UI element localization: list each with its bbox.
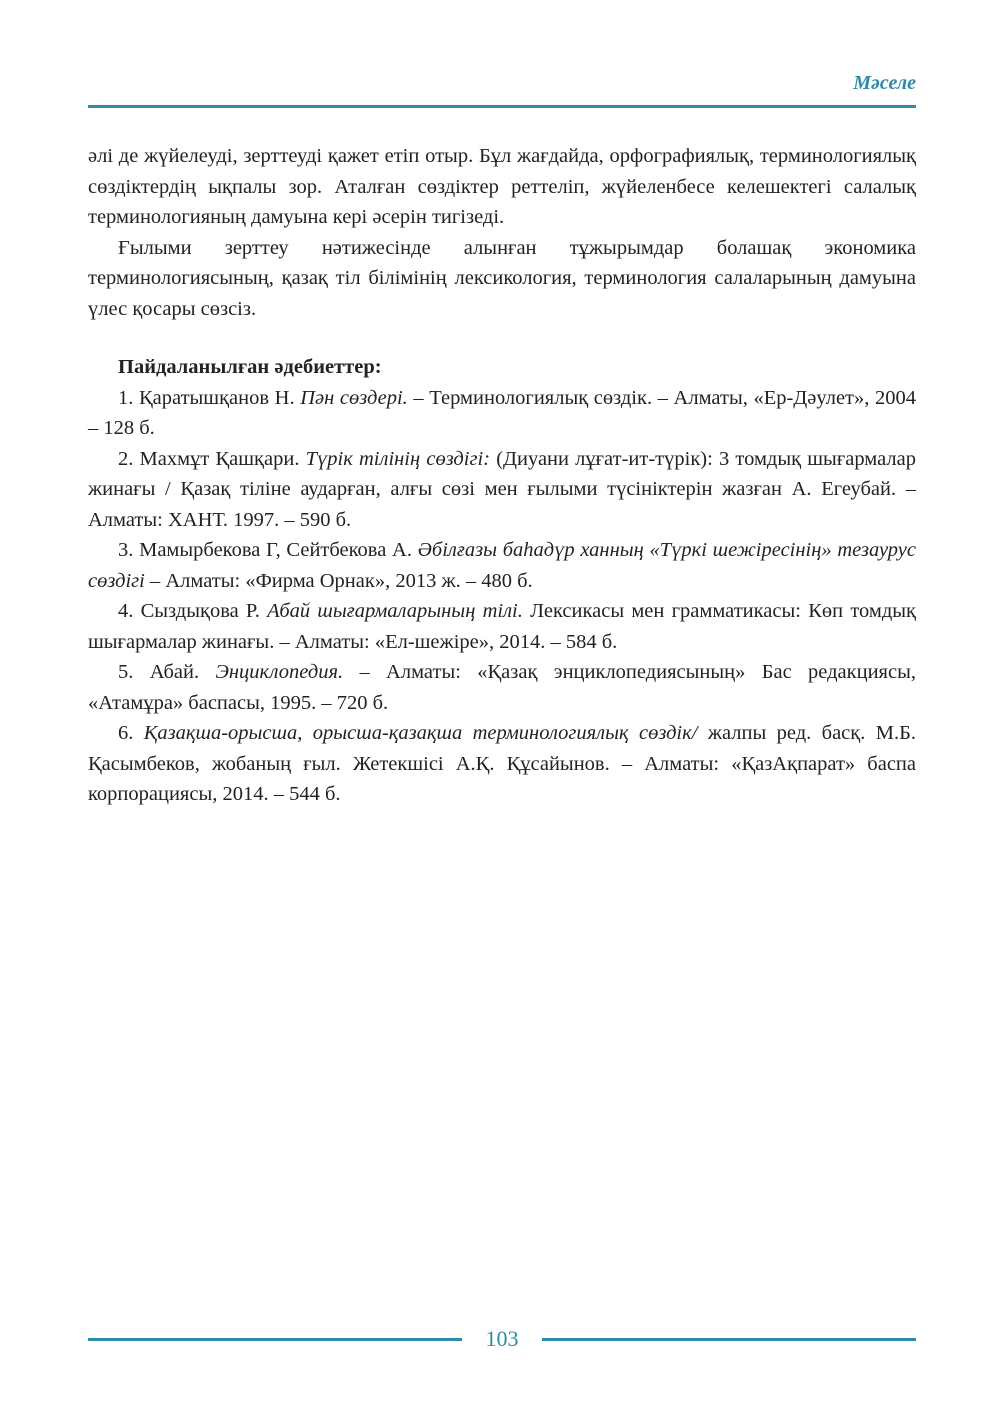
page-content (88, 141, 916, 810)
reference-lead: 6. (118, 722, 144, 744)
reference-lead: 2. Махмұт Қашқари. (118, 447, 306, 470)
reference-lead: 3. Мамырбекова Г, Сейтбекова А. (118, 539, 418, 561)
reference-item-6 (88, 718, 916, 810)
body-paragraph-continued: әлі де жүйелеуді, зерттеуді қажет етіп отыр. Бұл жағдайда, орфографиялық, терминологиялық сөздіктердің ықпалы зор. Аталған сөздіктер реттеліп, жүйеленбесе келешектегі салалық терминологияның дамуына кері әсерін тигізеді. (88, 145, 916, 228)
reference-details: – Алматы: «Қазақ энциклопедиясының» Бас редакциясы, «Атамұра» баспасы, 1995. – 720 б. (88, 661, 916, 714)
references-heading: Пайдаланылған әдебиеттер: (118, 356, 382, 378)
footer-divider-right (542, 1338, 916, 1341)
reference-details: (Диуани лұғат-ит-түрік): 3 томдық шығармалар жинағы / Қазақ тіліне аударған, алғы сөзі мен ғылыми түсініктерін жазған А. Егеубай. – Алматы: ХАНТ. 1997. – 590 б. (88, 447, 916, 531)
reference-title: Қазақша-орысша, орысша-қазақша терминологиялық сөздік/ (143, 722, 698, 744)
reference-title: Абай шығармаларының тілі. (267, 600, 523, 622)
header-divider (88, 105, 916, 108)
reference-details: – Терминологиялық сөздік. – Алматы, «Ер-Дәулет», 2004 – 128 б. (88, 386, 917, 439)
reference-details: жалпы ред. басқ. М.Б. Қасымбеков, жобаның ғыл. Жетекшісі А.Қ. Құсайынов. – Алматы: «ҚазАқпарат» баспа корпорациясы, 2014. – 544 б. (88, 722, 917, 805)
reference-details: – Алматы: «Фирма Орнак», 2013 ж. – 480 б. (144, 569, 533, 592)
references-list (88, 383, 916, 810)
reference-item-4 (88, 596, 916, 657)
reference-details: Лексикасы мен грамматикасы: Көп томдық шығармалар жинағы. – Алматы: «Ел-шежіре», 2014. – 584 б. (88, 600, 917, 653)
reference-title: Энциклопедия. (215, 661, 344, 683)
reference-item-5 (88, 657, 916, 718)
reference-item-3 (88, 535, 916, 596)
reference-lead: 1. Қаратышқанов Н. (118, 386, 301, 409)
body-paragraph: Ғылыми зерттеу нәтижесінде алынған тұжырымдар болашақ экономика терминологиясының, қазақ тіл білімінің лексикология, терминология салаларының дамуына үлес қосары сөзсіз. (88, 236, 916, 320)
reference-lead: 5. Абай. (118, 661, 216, 683)
reference-title: Әбілғазы баһадүр ханның «Түркі шежіресінің» тезаурус сөздігі (88, 539, 916, 592)
running-header-title: Мәселе (853, 72, 916, 94)
reference-item-2 (88, 444, 916, 536)
reference-title: Түрік тілінің сөздігі: (305, 447, 491, 470)
reference-item-1 (88, 383, 916, 444)
page-number: 103 (485, 1326, 519, 1351)
reference-lead: 4. Сыздықова Р. (118, 600, 268, 622)
footer-divider-left (88, 1338, 462, 1341)
reference-title: Пән сөздері. (300, 386, 408, 409)
